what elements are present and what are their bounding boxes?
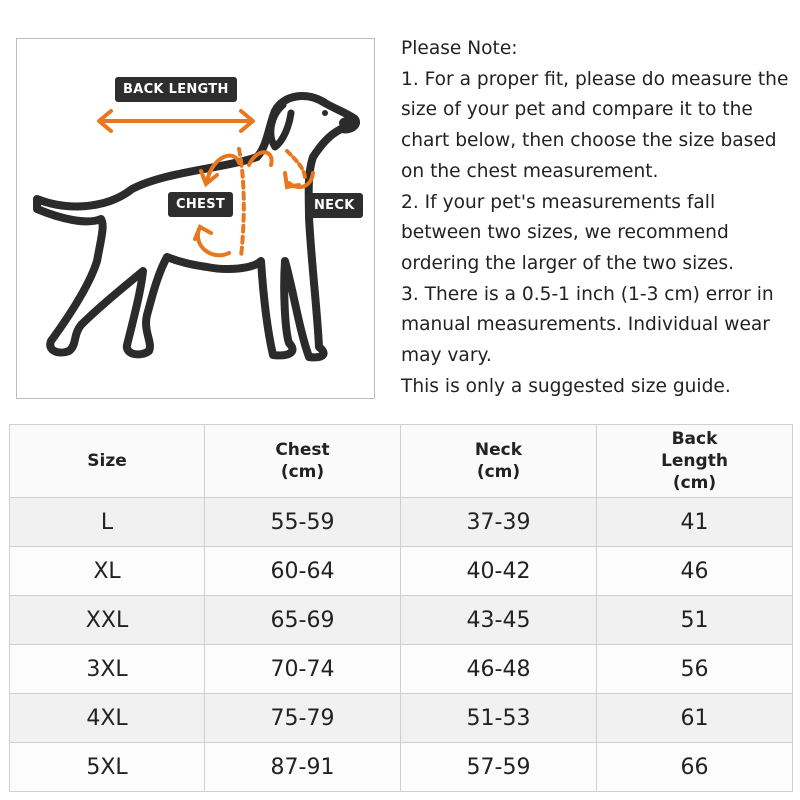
table-row bbox=[10, 596, 793, 645]
cell-back-length: 41 bbox=[597, 498, 793, 547]
header-neck-line: Neck bbox=[474, 440, 523, 460]
header-size-line: Size bbox=[87, 451, 127, 471]
cell-neck: 51-53 bbox=[401, 694, 597, 743]
header-back-length bbox=[597, 425, 793, 498]
table-row bbox=[10, 498, 793, 547]
table-row bbox=[10, 743, 793, 792]
table-row bbox=[10, 694, 793, 743]
dog-silhouette bbox=[37, 96, 356, 357]
header-chest bbox=[205, 425, 401, 498]
cell-chest: 65-69 bbox=[205, 596, 401, 645]
note-item-2: 2. If your pet's measurements fall between two sizes, we recommend ordering the larger of the two sizes. bbox=[401, 191, 735, 274]
cell-back-length: 56 bbox=[597, 645, 793, 694]
note-footer: This is only a suggested size guide. bbox=[401, 375, 731, 397]
header-back-line-2: Length bbox=[661, 451, 728, 471]
cell-back-length: 46 bbox=[597, 547, 793, 596]
header-back-line-1: Back bbox=[671, 429, 718, 449]
cell-chest: 55-59 bbox=[205, 498, 401, 547]
cell-size: 5XL bbox=[10, 743, 205, 792]
cell-neck: 40-42 bbox=[401, 547, 597, 596]
header-size bbox=[10, 425, 205, 498]
header-back-unit: (cm) bbox=[672, 473, 717, 493]
dog-ear bbox=[271, 105, 291, 147]
cell-neck: 57-59 bbox=[401, 743, 597, 792]
table-header-row bbox=[10, 425, 793, 498]
measurement-illustration bbox=[16, 38, 375, 399]
table-row bbox=[10, 547, 793, 596]
cell-neck: 46-48 bbox=[401, 645, 597, 694]
cell-size: XXL bbox=[10, 596, 205, 645]
table-row bbox=[10, 645, 793, 694]
neck-label: NECK bbox=[306, 193, 363, 218]
cell-back-length: 61 bbox=[597, 694, 793, 743]
cell-size: L bbox=[10, 498, 205, 547]
cell-chest: 70-74 bbox=[205, 645, 401, 694]
chest-label: CHEST bbox=[168, 192, 233, 217]
header-chest-unit: (cm) bbox=[280, 462, 325, 482]
header-neck-unit: (cm) bbox=[476, 462, 521, 482]
back-length-arrow bbox=[99, 111, 253, 131]
cell-neck: 43-45 bbox=[401, 596, 597, 645]
cell-chest: 60-64 bbox=[205, 547, 401, 596]
cell-back-length: 66 bbox=[597, 743, 793, 792]
size-chart-table bbox=[9, 424, 793, 792]
cell-size: 3XL bbox=[10, 645, 205, 694]
note-title: Please Note: bbox=[401, 38, 518, 59]
cell-chest: 75-79 bbox=[205, 694, 401, 743]
cell-size: XL bbox=[10, 547, 205, 596]
note-item-3: 3. There is a 0.5-1 inch (1-3 cm) error in manual measurements. Individual wear may vary. bbox=[401, 283, 774, 367]
cell-size: 4XL bbox=[10, 694, 205, 743]
header-neck bbox=[401, 425, 597, 498]
dog-nose bbox=[339, 117, 355, 129]
size-note bbox=[401, 34, 793, 402]
dog-eye bbox=[322, 110, 328, 116]
header-chest-line: Chest bbox=[275, 440, 330, 460]
cell-back-length: 51 bbox=[597, 596, 793, 645]
back-length-label: BACK LENGTH bbox=[115, 77, 237, 102]
cell-chest: 87-91 bbox=[205, 743, 401, 792]
cell-neck: 37-39 bbox=[401, 498, 597, 547]
note-item-1: 1. For a proper fit, please do measure the size of your pet and compare it to the chart below, then choose the size based on the chest measurement. bbox=[401, 68, 789, 182]
